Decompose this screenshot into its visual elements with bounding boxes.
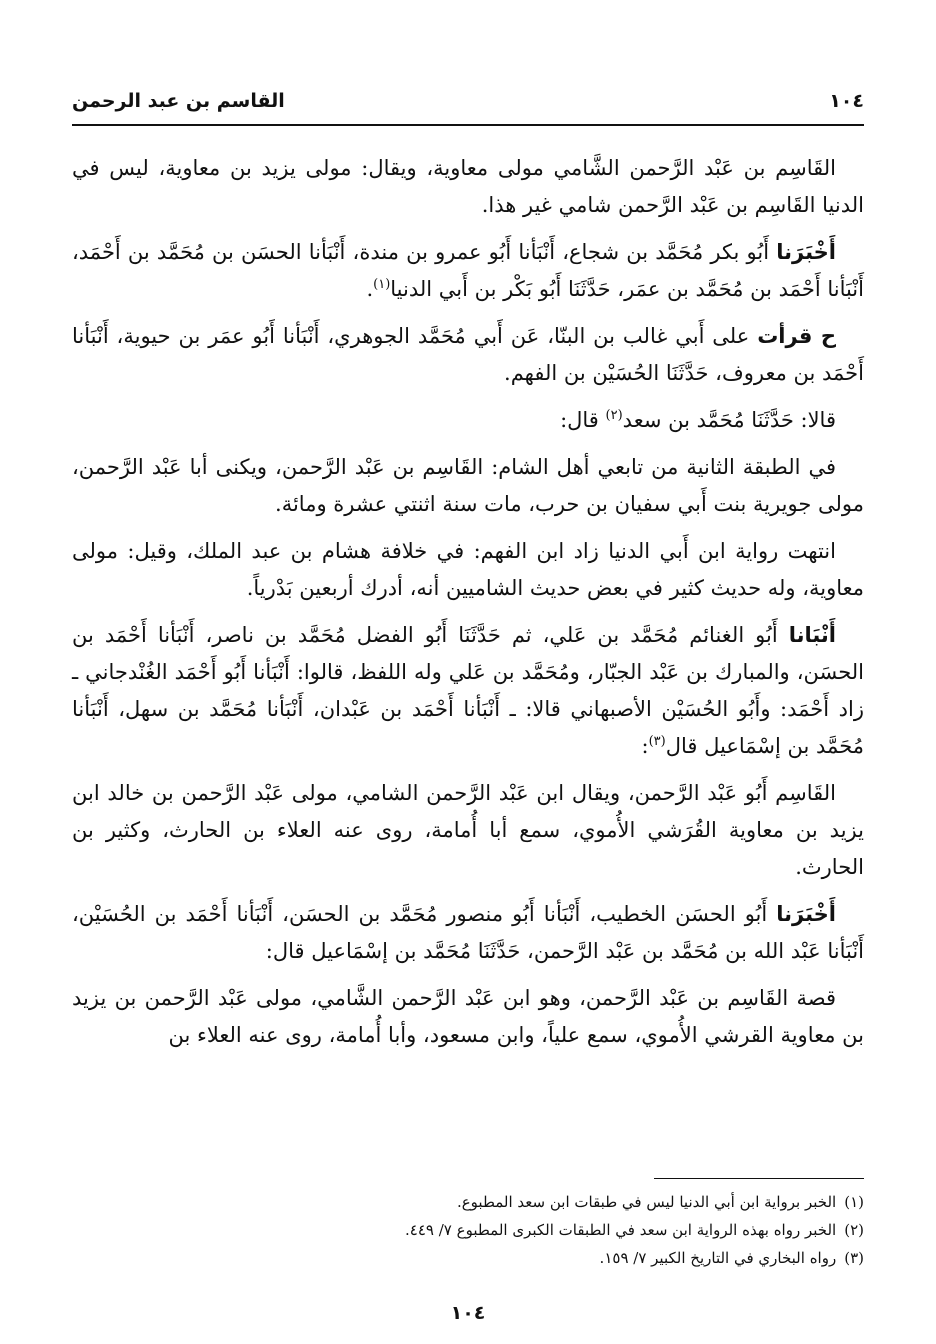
paragraph: [72, 150, 864, 224]
paragraph-keyword: أَخْبَرَنا: [776, 902, 836, 926]
paragraph-text: أَبُو بكر مُحَمَّد بن شجاع، أَنْبَأنا أَبُو عمرو بن مندة، أَنْبَأنا الحسَن بن مُحَمَّد بن أَحْمَد، أَنْبَأنا أَحْمَد بن مُحَمَّد بن عمَر، حَدَّثَنَا أَبُو بَكْر بن أَبي الدنيا: [72, 240, 864, 301]
page-body: [72, 150, 864, 1064]
paragraph: [72, 318, 864, 392]
footnote: [72, 1244, 864, 1272]
header-page-number: ١٠٤: [829, 90, 864, 112]
paragraph-text: في الطبقة الثانية من تابعي أهل الشام: القَاسِم بن عَبْد الرَّحمن، ويكنى أبا عَبْد الرَّحمن، مولى جويرية بنت أَبي سفيان بن حرب، مات سنة اثنتي عشرة ومائة.: [72, 455, 864, 516]
paragraph-text: قصة القَاسِم بن عَبْد الرَّحمن، وهو ابن عَبْد الرَّحمن الشَّامي، مولى عَبْد الرَّحمن بن يزيد بن معاوية القرشي الأُموي، سمع علياً، وابن مسعود، وأبا أُمامة، روى عنه العلاء بن: [72, 986, 864, 1047]
paragraph-keyword: أَنْبَانا: [788, 623, 836, 647]
running-header: [72, 80, 864, 122]
footnote-marker[interactable]: (٢): [605, 408, 623, 423]
paragraph-tail: قال:: [560, 408, 606, 432]
footer-page-number: ١٠٤: [450, 1302, 486, 1324]
paragraph: [72, 234, 864, 308]
paragraph: [72, 775, 864, 886]
paragraph: [72, 617, 864, 765]
header-title: القاسم بن عبد الرحمن: [72, 90, 285, 112]
paragraph-tail: .: [366, 277, 374, 301]
footnote-marker[interactable]: (١): [373, 277, 391, 292]
footnotes: [72, 1188, 864, 1272]
paragraph-text: انتهت رواية ابن أَبي الدنيا زاد ابن الفهم: في خلافة هشام بن عبد الملك، وقيل: مولى معاوية، وله حديث كثير في بعض حديث الشاميين أنه، أدرك أربعين بَدْرياً.: [72, 539, 864, 600]
footnote-text: الخبر برواية ابن أبي الدنيا ليس في طبقات ابن سعد المطبوع.: [456, 1193, 837, 1211]
paragraph-text: القَاسِم أَبُو عَبْد الرَّحمن، ويقال ابن عَبْد الرَّحمن الشامي، مولى عَبْد الرَّحمن بن خالد ابن يزيد بن معاوية القُرَشي الأُموي، سمع أبا أُمامة، روى عنه العلاء بن الحارث، وكثير بن الحارث.: [72, 781, 864, 879]
paragraph: [72, 980, 864, 1054]
footnote-number: (٢): [844, 1221, 864, 1239]
footnote: [72, 1188, 864, 1216]
header-divider: [72, 124, 864, 126]
paragraph: [72, 896, 864, 970]
footnote-text: رواه البخاري في التاريخ الكبير ٧/ ١٥٩.: [599, 1249, 837, 1267]
paragraph-text: على أَبي غالب بن البنّا، عَن أَبي مُحَمَّد الجوهري، أَنْبَأنا أَبُو عمَر بن حيوية، أَنْبَأنا أَحْمَد بن معروف، حَدَّثَنَا الحُسَيْن بن الفهم.: [72, 324, 864, 385]
paragraph-text: القَاسِم بن عَبْد الرَّحمن الشَّامي مولى معاوية، ويقال: مولى يزيد بن معاوية، ليس في الدنيا القَاسِم بن عَبْد الرَّحمن شامي غير هذا.: [72, 156, 864, 217]
paragraph: [72, 402, 864, 439]
footnote-text: الخبر رواه بهذه الرواية ابن سعد في الطبقات الكبرى المطبوع ٧/ ٤٤٩.: [405, 1221, 837, 1239]
paragraph-text: قالا: حَدَّثَنَا مُحَمَّد بن سعد: [622, 408, 836, 432]
footnote-divider: [654, 1178, 864, 1179]
footnote: [72, 1216, 864, 1244]
paragraph-text: أَبُو الحسَن الخطيب، أَنْبَأنا أَبُو منصور مُحَمَّد بن الحسَن، أَنْبَأنا أَحْمَد بن الحُسَيْن، أَنْبَأنا عَبْد الله بن مُحَمَّد بن عَبْد الرَّحمن، حَدَّثَنَا مُحَمَّد بن إسْمَاعيل قال:: [72, 902, 864, 963]
paragraph: [72, 533, 864, 607]
paragraph-tail: :: [641, 734, 649, 758]
paragraph-text: أَبُو الغنائم مُحَمَّد بن عَلي، ثم حَدَّثَنَا أَبُو الفضل مُحَمَّد بن ناصر، أَنْبَأنا أَحْمَد بن الحسَن، والمبارك بن عَبْد الجبّار، ومُحَمَّد بن عَلي وله اللفظ، قالوا: أَنْبَأنا أَبُو أَحْمَد الغُنْدجاني ـ زاد أَحْمَد: وأَبُو الحُسَيْن الأصبهاني قالا: ـ أَنْبَأنا أَحْمَد بن عَبْدان، أَنْبَأنا مُحَمَّد بن سهل، أَنْبَأنا مُحَمَّد بن إسْمَاعيل قال: [72, 623, 864, 758]
footnote-number: (٣): [844, 1249, 864, 1267]
footnote-number: (١): [844, 1193, 864, 1211]
paragraph-keyword: ح قرأت: [757, 324, 836, 348]
paragraph: [72, 449, 864, 523]
footnote-marker[interactable]: (٣): [648, 734, 666, 749]
paragraph-keyword: أَخْبَرَنا: [776, 240, 836, 264]
